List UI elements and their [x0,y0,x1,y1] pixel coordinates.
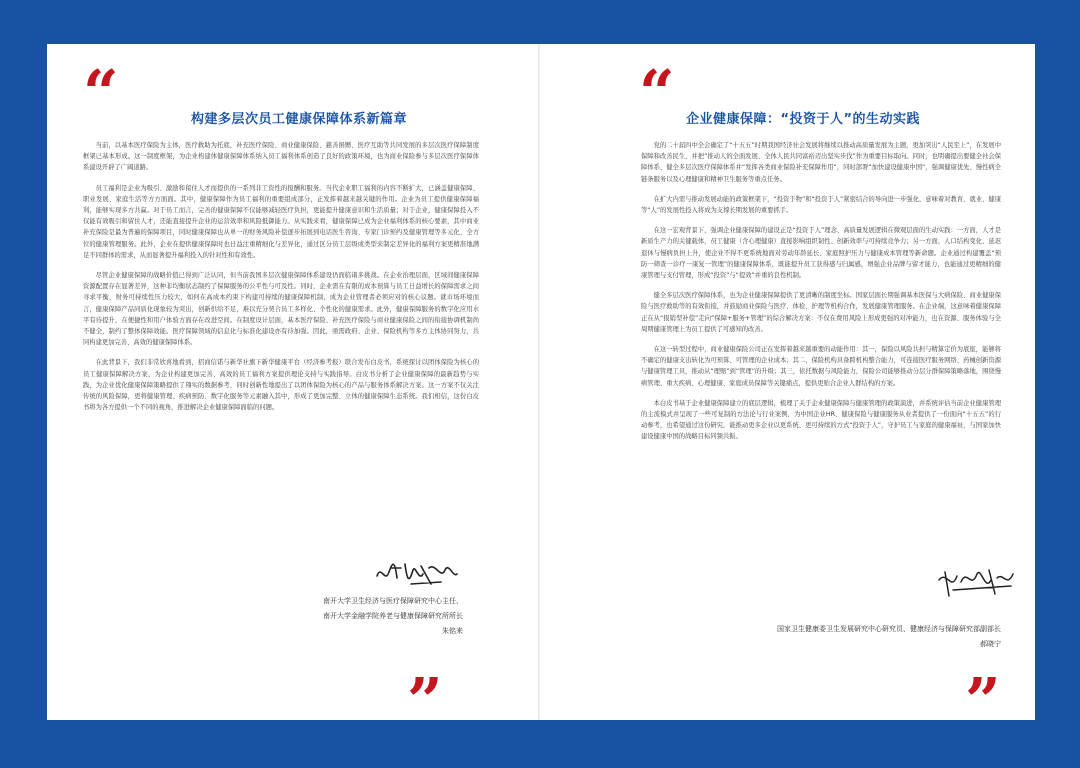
paragraph: 在这一转型过程中，商业健康保险公司正在发挥着越来越重要的动能作用：其一，保险以风险共担与精算定价为底座，能够将不确定的健康支出转化为可预算、可管理的企业成本；其二，保险机构具备跨机构整合能力，可连接医疗服务网络、药械创新资源与健康管理工具，推动从“理赔”到“管理”的升级；其三，依托数据与风险能力，保险公司能够推动分层分群保障策略落地，围绕慢病管理、重大疾病、心理健康、家庭成员保障等关键痛点，提供更贴合企业人群结构的方案。 [641,346,1001,387]
signer-block [323,594,463,639]
left-page-title: 构建多层次员工健康保障体系新篇章 [190,112,407,127]
signer-title: 南开大学金融学院养老与健康保障研究所所长 [323,612,463,620]
paragraph: 党的二十届四中全会确定了“十五五”时期我国经济社会发展将继续以推动高质量发展为主题，更加突出“人民至上”，在发展中保障和改善民生，并把“推动人的全面发展、全体人民共同富裕迈出坚实步伐”作为重要目标取向。同时，也明确提出要健全社会保障体系、健全多层次医疗保障体系并“发挥各类商业保险补充保障作用”，同时部署“加快建设健康中国”，强调健康优先、慢性病全链条服务以及心理健康和精神卫生服务等重点任务。 [641,142,1001,183]
paragraph: 本白皮书基于企业健康保障建立的底层逻辑，梳理了关于企业健康保障与健康管理的政策演进，并系统评估当前企业健康管理的主流模式并呈现了一些可复制的方法论与行业案例，为中国企业HR、健康保险与健康服务从业者提供了一份面向“十五五”的行动参考，也希望通过这份研究，能推动更多企业以更系统、更可持续的方式“投资于人”，守护员工与家庭的健康福祉，与国家加快建设健康中国的战略目标同频共振。 [641,399,1001,441]
paragraph: 在这一宏观背景下，强调企业健康保障的建设正是“投资于人”理念、高质量发展逻辑在微观层面的生动实践：一方面，人才是新质生产力的关键载体，员工健康（含心理健康）直接影响组织韧性、创新效率与可持续竞争力；另一方面，人口结构变化、延迟退休与慢病负担上升，使企业不得不更系统地面对劳动年龄延长、家庭照护压力与健康成本管理等新命题。企业通过构建覆盖“预防一筛查一诊疗一康复一管理”的健康保障体系，既能提升员工获得感与归属感，增强企业品牌与留才能力，也能通过更精细的健康管理与支付管理，形成“投资”与“提效”并重的良性机制。 [641,227,1001,280]
handwritten-signature [371,554,461,594]
left-page-body [83,140,479,422]
signer-title: 国家卫生健康委卫生发展研究中心研究员、健康经济与保障研究部副部长 [777,625,1001,633]
right-page-title: 企业健康保障：“投资于人”的生动实践 [685,112,921,127]
right-page-body [641,140,1001,452]
signer-name: 郝晓宁 [980,640,1001,648]
signer-name: 朱铭来 [442,627,463,635]
paragraph: 在此背景下，我们非常欣喜地看到，招商信诺与新华社旗下新华健康平台（经济参考报）联合发布白皮书，系统探讨以团体保险为核心的员工健康保障解决方案，为企业构建更加完善、高效的员工福利方案提供理论支持与实践指导。白皮书分析了企业健康保障的最新趋势与实践，为企业优化健康保障策略提供了翔实的数据参考，同时创新性地提出了以团体保险为核心的产品与服务体系解决方案。这一方案不仅关注传统的风险保障，更将健康管理、疾病预防、数字化服务等元素融入其中，形成了更加完整、立体的健康保障生态系统。我们相信，这份白皮书将为各方提供一个不同的视角，推进解决企业健康保障面临的问题。 [83,359,479,412]
paragraph: 健全多层次医疗保障体系，也为企业健康保障提供了更清晰的制度坐标。国家层面长期强调基本医保与大病保险、商业健康保险与医疗救助等的有效衔接，并鼓励商业保险与医疗、体检、护理等机构合作，发展健康管理服务。在企业端，这意味着健康保障正在从“报销型补偿”走向“保障+服务+管理”的综合解决方案：不仅在费用风险上形成更强的对冲能力，也在资源、服务体验与全周期健康管理上为员工提供了可感知的改善。 [641,292,1001,333]
left-page [47,44,541,737]
paragraph: 员工福利是企业为吸引、激励和留住人才而提供的一系列非工资性的报酬和服务。当代企业职工福利的内容不断扩大，已涵盖健康保障、职业发展、家庭生活等方方面面。其中，健康保障作为员工福利的重要组成部分，正发挥着越来越关键的作用。企业为员工提供健康保障福利，能够实现多方共赢。对于员工而言，完善的健康保障不仅能够减轻医疗负担，更能提升健康意识和生活质量；对于企业，健康保障投入不仅能有效吸引和留住人才，还能直接提升企业的运营效率和风险抵御能力。从实践来看，健康保障已成为企业福利体系的核心要素，其中商业补充保险是最为普遍的保障项目，同时健康保障也从单一的财务风险补偿逐步拓展到电话医生咨询、专家门诊预约及健康管理等多元化、全方位的健康管理服务。此外，企业在提供健康保障时也日益注重精细化与差异化，通过区分员工层级或类型来制定差异化的福利方案更精准地满足不同群体的需求，从而显著提升福利投入的针对性和有效性。 [83,184,479,259]
handwritten-signature [933,562,1023,602]
signer-block [777,622,1001,652]
right-page [541,44,1035,737]
paragraph: 尽管企业健康保障的战略价值已得到广泛认同，但当前我国多层次健康保障体系建设仍面临诸多挑战。在企业治理层面，区域间健康保障资源配置存在显著差异，这种非均衡状态制约了保障服务的公平性与可及性。同时，企业需在有限的成本预算与员工日益增长的保障需求之间寻求平衡，财务可持续性压力较大，如何在高成本约束下构建可持续的健康保障机制，成为企业管理者必须应对的核心议题。就市场环境而言，健康保障产品同质化现象较为突出，创新供给不足，难以充分契合员工多样化、个性化的健康需求。此外，健康保障服务的数字化应用水平有待提升，在便捷性和用户体验方面存在改进空间。在制度设计层面，基本医疗保险、补充医疗保险与商业健康保险之间的衔接协调机制尚不健全，制约了整体保障效能。医疗保障领域的信息化与标准化建设亦有待加强。因此，亟需政府、企业、保险机构等多方主体协同努力，共同构建更加完善、高效的健康保障体系。 [83,272,479,347]
paragraph: 在扩大内需与推动发展动能的政策框架下，“投资于物”和“投资于人”紧密结合的导向进一步强化，意味着对教育、就业、健康等“人”的发展性投入将成为支撑长期发展的重要抓手。 [641,195,1001,215]
closing-quote-mark: ” [407,664,437,737]
closing-quote-mark: ” [965,664,995,737]
opening-quote-mark: “ [639,56,669,129]
opening-quote-mark: “ [83,56,113,129]
signer-title: 南开大学卫生经济与医疗保障研究中心主任、 [323,597,463,605]
paragraph: 当前，以基本医疗保险为主体，医疗救助为托底，补充医疗保险、商业健康保险、慈善捐赠、医疗互助等共同发展的多层次医疗保障制度框架已基本形成。这一制度框架，为企业构建体健康保障体系纳入员工福利体系创造了良好的政策环境，也为商业保险参与多层次医疗保障体系建设开辟了广阔道路。 [83,142,479,172]
